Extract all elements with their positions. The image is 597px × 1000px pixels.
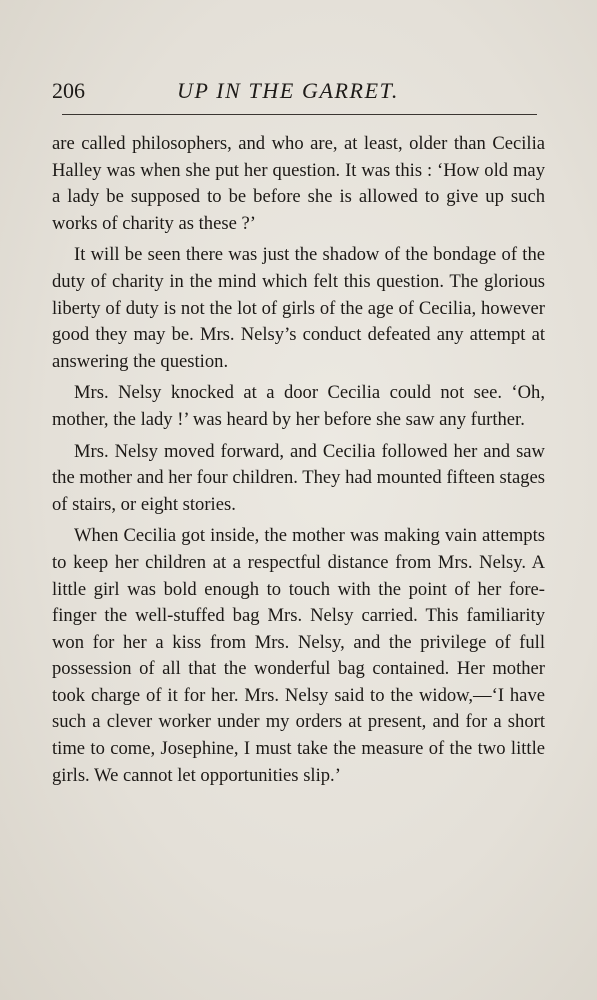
running-title: UP IN THE GARRET. xyxy=(177,78,399,103)
body-text xyxy=(52,131,545,794)
header-rule xyxy=(62,114,537,115)
page-number: 206 xyxy=(52,78,85,103)
paragraph-3: Mrs. Nelsy knocked at a door Cecilia could not see. ‘Oh, mother, the lady !’ was heard by her before she saw any further. xyxy=(52,382,545,430)
page-header xyxy=(52,78,545,108)
paragraph-5: When Cecilia got inside, the mother was making vain attempts to keep her children at a respectful distance from Mrs. Nelsy. A little girl was bold enough to touch with the point of her fore-finger the well-stuffed bag Mrs. Nelsy carried. This familiarity won for her a kiss from Mrs. Nelsy, and the privilege of full possession of all that the wonderful bag contained. Her mother took charge of it for her. Mrs. Nelsy said to the widow,—‘I have such a clever worker under my orders at present, and for a short time to come, Josephine, I must take the measure of the two little girls. We cannot let opportunities slip.’ xyxy=(52,525,545,786)
paragraph-4: Mrs. Nelsy moved forward, and Cecilia followed her and saw the mother and her four children. They had mounted fifteen stages of stairs, or eight stories. xyxy=(52,440,545,515)
paragraph-1: are called philosophers, and who are, at least, older than Cecilia Halley was when she put her question. It was this : ‘How old may a lady be supposed to be before she is allowed to give up such works of charity as these ?’ xyxy=(52,133,545,234)
paragraph-2: It will be seen there was just the shadow of the bondage of the duty of charity in the mind which felt this question. The glorious liberty of duty is not the lot of girls of the age of Cecilia, however good they may be. Mrs. Nelsy’s conduct defeated any attempt at answering the question. xyxy=(52,244,545,372)
